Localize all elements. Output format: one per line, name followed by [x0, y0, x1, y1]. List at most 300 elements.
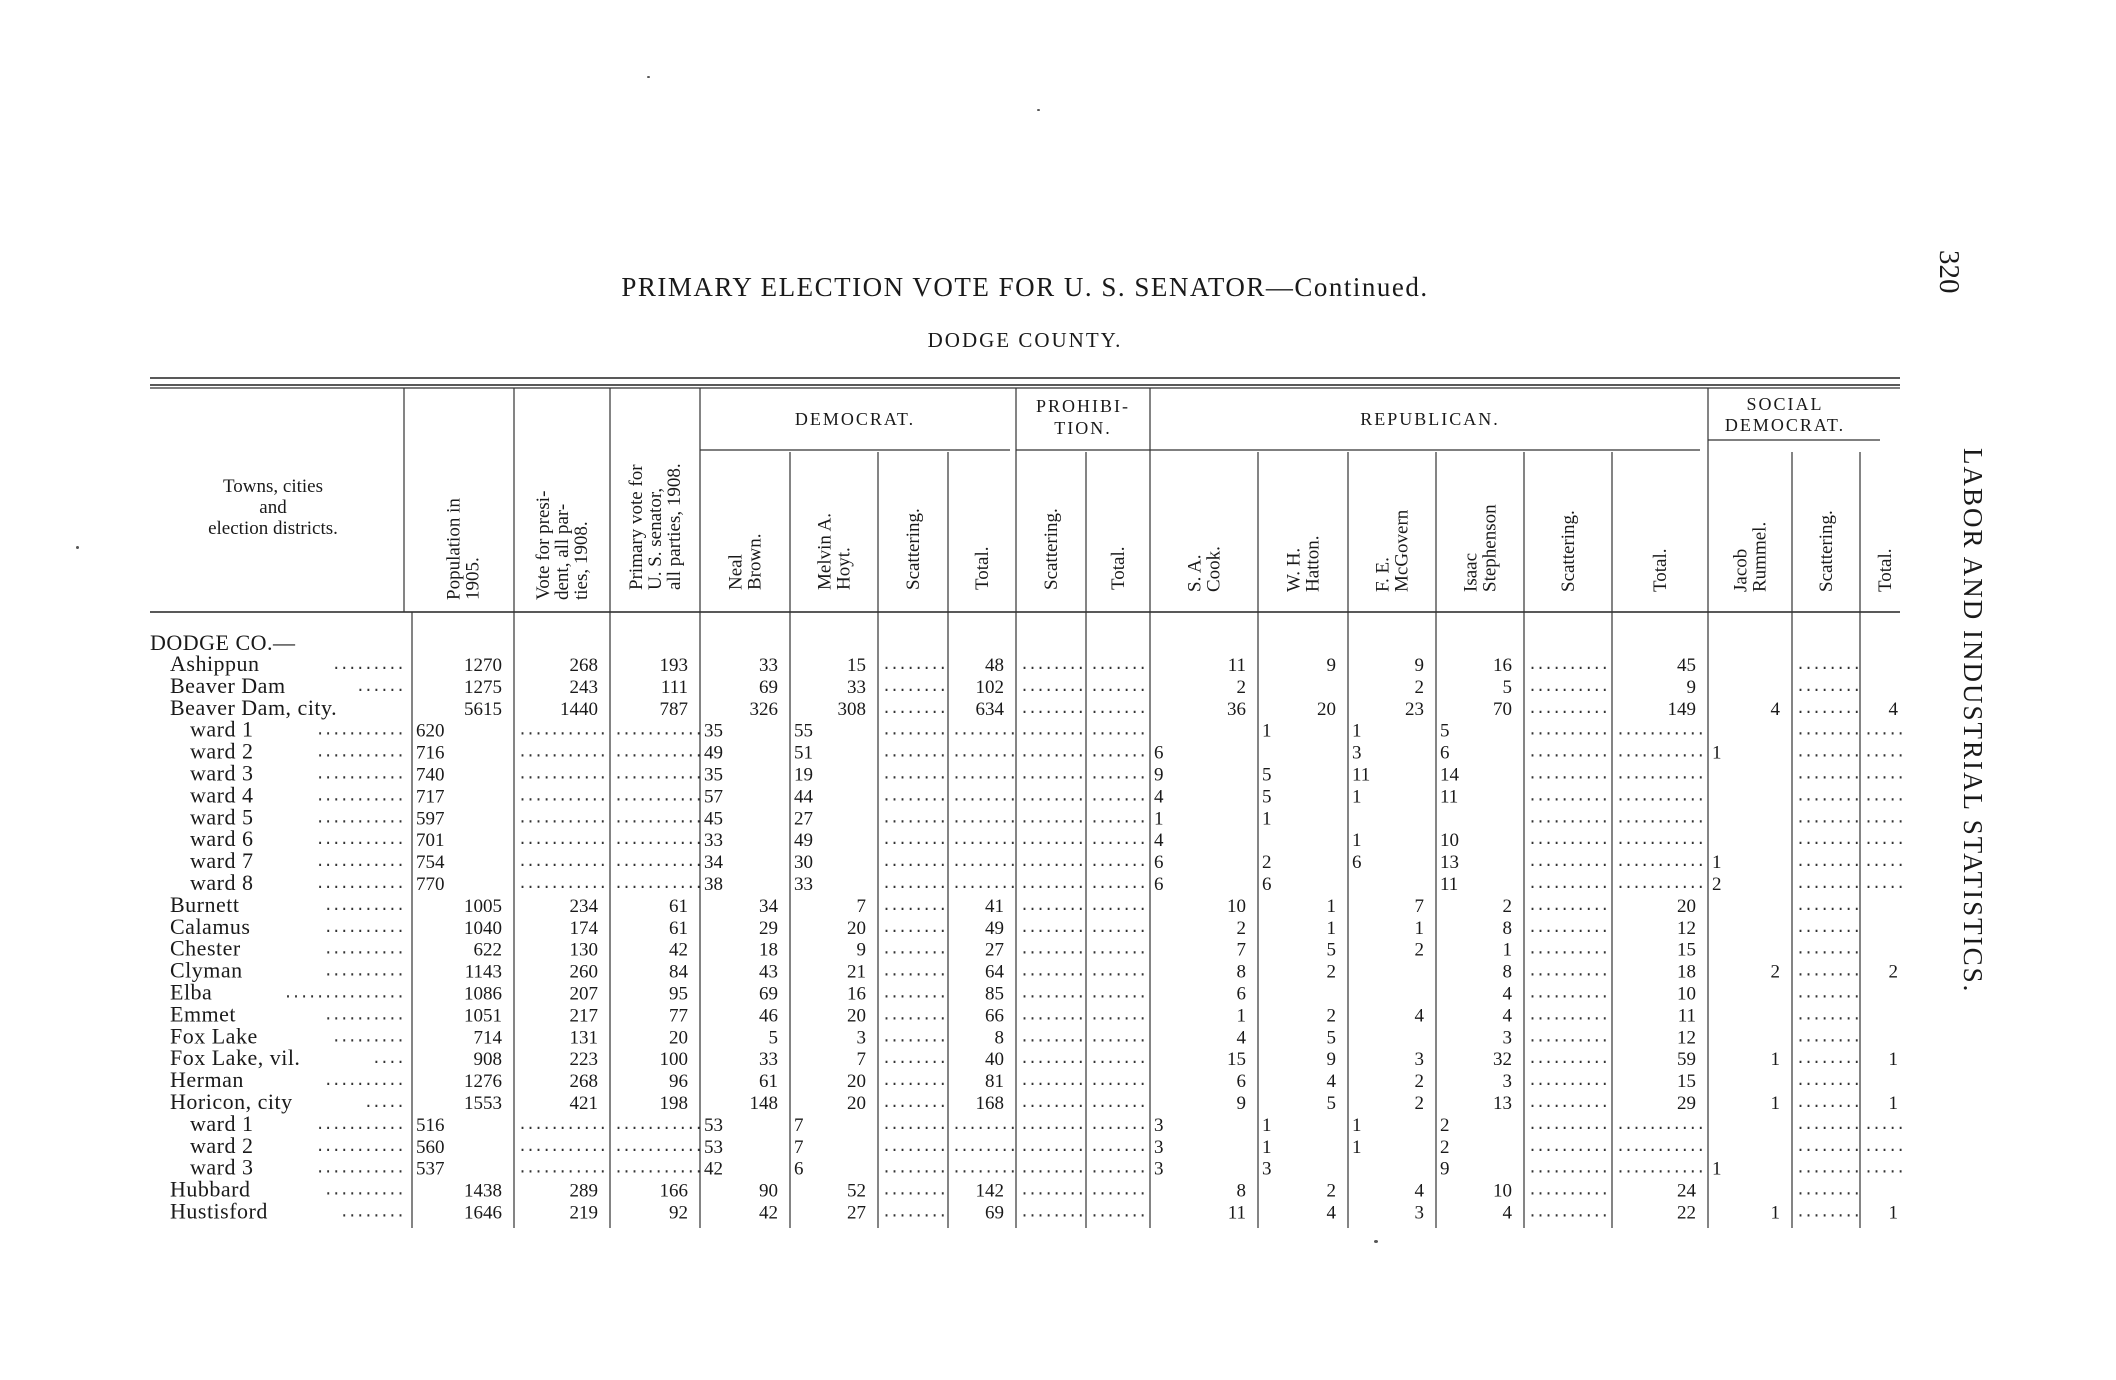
cell-value: 15 [1677, 1071, 1696, 1093]
leader-dots: ..... [363, 1093, 404, 1111]
cell-value: 4 [1502, 1005, 1512, 1027]
cell-value: 53 [704, 1114, 723, 1136]
cell-value: 1440 [560, 698, 598, 720]
cell-value: 3 [1414, 1202, 1424, 1224]
district-name: Ashippun [170, 651, 260, 676]
cell-value: 1 [1888, 1049, 1898, 1071]
cell-value: 4 [1502, 1202, 1512, 1224]
cell-value: 174 [569, 917, 598, 939]
empty-cell-dots: ........... [518, 764, 607, 783]
empty-cell-dots: ........ [1020, 1049, 1085, 1068]
cell-value: 15 [1227, 1049, 1246, 1071]
cell-value: 7 [1236, 939, 1246, 961]
cell-value: 43 [759, 961, 778, 983]
cell-value: 6 [794, 1158, 804, 1180]
empty-cell-dots: ........ [952, 1158, 1017, 1177]
prohibition-group-header: TION. [1054, 418, 1112, 438]
cell-value: 3 [1352, 742, 1362, 764]
empty-cell-dots: .......... [1528, 1180, 1609, 1199]
empty-cell-dots: ..... [1864, 808, 1905, 827]
cell-value: 326 [749, 698, 778, 720]
empty-cell-dots: ........ [882, 786, 947, 805]
empty-cell-dots: ........ [882, 1114, 947, 1133]
cell-value: 33 [794, 874, 813, 895]
cell-value: 243 [569, 676, 598, 698]
leader-dots: .......... [323, 1005, 404, 1024]
cell-value: 6 [1154, 742, 1164, 764]
running-head: LABOR AND INDUSTRIAL STATISTICS. [1958, 448, 1988, 994]
cell-value: 9 [1326, 655, 1336, 676]
cell-value: 1 [1262, 1136, 1272, 1158]
empty-cell-dots: ........ [1796, 1158, 1861, 1177]
leader-dots: ........... [315, 830, 404, 849]
cell-value: 20 [847, 1005, 866, 1027]
empty-cell-dots: ....... [1090, 764, 1147, 783]
cell-value: 6 [1262, 874, 1272, 895]
cell-value: 3 [1154, 1136, 1164, 1158]
empty-cell-dots: ....... [1090, 698, 1147, 717]
cell-value: 2 [1440, 1136, 1450, 1158]
empty-cell-dots: ........ [1020, 852, 1085, 871]
empty-cell-dots: .......... [1528, 874, 1609, 892]
leader-dots: ........... [315, 786, 404, 805]
cell-value: 2 [1502, 895, 1512, 917]
district-name: ward 7 [190, 848, 254, 874]
empty-cell-dots: ..... [1864, 1136, 1905, 1155]
leader-dots: ......... [331, 655, 404, 673]
empty-cell-dots: ........ [882, 1180, 947, 1199]
empty-cell-dots: ........ [1020, 676, 1085, 695]
cell-value: 9 [856, 939, 866, 961]
empty-cell-dots: ....... [1090, 1071, 1147, 1090]
empty-cell-dots: ........ [1020, 983, 1085, 1002]
cell-value: 64 [985, 961, 1004, 983]
district-name: Burnett [170, 891, 240, 917]
empty-cell-dots: ........... [518, 742, 607, 761]
empty-cell-dots: ........ [952, 720, 1017, 739]
cell-value: 560 [416, 1136, 445, 1158]
cell-value: 49 [794, 830, 813, 852]
empty-cell-dots: ........ [1796, 983, 1861, 1002]
cell-value: 38 [704, 874, 723, 895]
leader-dots: .......... [323, 1071, 404, 1090]
democrat-group-header: DEMOCRAT. [794, 409, 916, 429]
cell-value: 81 [985, 1071, 1004, 1093]
cell-value: 1276 [464, 1071, 502, 1093]
cell-value: 11 [1677, 1005, 1696, 1027]
cell-value: 7 [856, 895, 866, 917]
cell-value: 714 [473, 1027, 502, 1049]
empty-cell-dots: ........... [518, 720, 607, 739]
cell-value: 21 [847, 961, 866, 983]
empty-cell-dots: ....... [1090, 983, 1147, 1002]
empty-cell-dots: ........ [952, 852, 1017, 871]
empty-cell-dots: ....... [1090, 676, 1147, 695]
cell-value: 1 [1352, 786, 1362, 808]
cell-value: 11 [1227, 655, 1246, 676]
cell-value: 2 [1236, 917, 1246, 939]
cell-value: 7 [856, 1049, 866, 1071]
cell-value: 84 [669, 961, 688, 983]
empty-cell-dots: ....... [1090, 1180, 1147, 1199]
empty-cell-dots: ........ [1020, 742, 1085, 761]
cell-value: 717 [416, 786, 445, 808]
district-name: Herman [170, 1067, 244, 1093]
empty-cell-dots: ....... [1090, 720, 1147, 739]
cell-value: 268 [569, 655, 598, 676]
district-name: Horicon, city [170, 1089, 293, 1114]
empty-cell-dots: ........ [1796, 655, 1861, 673]
district-name: ward 1 [190, 716, 254, 742]
cell-value: 3 [1154, 1158, 1164, 1180]
cell-value: 70 [1493, 698, 1512, 720]
cell-value: 6 [1236, 983, 1246, 1005]
democrat-column-header: Scattering. [903, 508, 924, 590]
empty-cell-dots: ..... [1864, 742, 1905, 761]
cell-value: 92 [669, 1202, 688, 1224]
cell-value: 908 [473, 1049, 502, 1071]
cell-value: 24 [1677, 1180, 1696, 1202]
cell-value: 308 [837, 698, 866, 720]
cell-value: 29 [1677, 1093, 1696, 1114]
empty-cell-dots: ....... [1090, 852, 1147, 871]
cell-value: 45 [704, 808, 723, 830]
cell-value: 4 [1770, 698, 1780, 720]
cell-value: 1 [1326, 917, 1336, 939]
cell-value: 2 [1326, 1180, 1336, 1202]
empty-cell-dots: ........ [1796, 1049, 1861, 1068]
vote-president-header: dent, all par- [552, 503, 573, 600]
prohibition-column-header: Total. [1108, 546, 1129, 590]
cell-value: 1040 [464, 917, 502, 939]
cell-value: 620 [416, 720, 445, 742]
empty-cell-dots: ........ [1020, 1114, 1085, 1133]
cell-value: 1 [1262, 1114, 1272, 1136]
empty-cell-dots: ........ [1796, 852, 1861, 871]
social-democrat-group-header: DEMOCRAT. [1724, 415, 1846, 435]
cell-value: 48 [985, 655, 1004, 676]
cell-value: 770 [416, 874, 445, 895]
cell-value: 30 [794, 852, 813, 874]
cell-value: 6 [1154, 852, 1164, 874]
leader-dots: ........... [315, 852, 404, 871]
empty-cell-dots: ........ [882, 655, 947, 673]
empty-cell-dots: ........ [882, 720, 947, 739]
empty-cell-dots: ....... [1090, 874, 1147, 892]
cell-value: 1 [1352, 720, 1362, 742]
empty-cell-dots: .......... [1528, 1136, 1609, 1155]
empty-cell-dots: ........ [882, 1202, 947, 1221]
democrat-column-header: Neal [725, 554, 747, 590]
cell-value: 1143 [464, 961, 502, 983]
empty-cell-dots: ........... [1616, 1136, 1705, 1155]
empty-cell-dots: .......... [1528, 895, 1609, 914]
empty-cell-dots: ........ [1796, 1071, 1861, 1090]
empty-cell-dots: ........ [1796, 895, 1861, 914]
cell-value: 11 [1352, 764, 1371, 786]
cell-value: 34 [759, 895, 778, 917]
leader-dots: ........... [315, 720, 404, 739]
empty-cell-dots: ........... [614, 720, 703, 739]
cell-value: 9 [1686, 676, 1696, 698]
empty-cell-dots: .......... [1528, 1005, 1609, 1024]
empty-cell-dots: ........ [1796, 1114, 1861, 1133]
social-democrat-column-header: Total. [1875, 548, 1896, 592]
cell-value: 597 [416, 808, 445, 830]
leader-dots: ........... [315, 808, 404, 827]
cell-value: 45 [1677, 655, 1696, 676]
leader-dots: .......... [323, 895, 404, 914]
empty-cell-dots: ........ [952, 1136, 1017, 1155]
cell-value: 166 [659, 1180, 688, 1202]
cell-value: 421 [569, 1093, 598, 1114]
cell-value: 1553 [464, 1093, 502, 1114]
empty-cell-dots: ........ [1796, 939, 1861, 958]
population-header: Population in [443, 498, 465, 600]
cell-value: 622 [473, 939, 502, 961]
empty-cell-dots: .......... [1528, 830, 1609, 849]
empty-cell-dots: ........ [882, 676, 947, 695]
cell-value: 23 [1405, 698, 1424, 720]
cell-value: 289 [569, 1180, 598, 1202]
cell-value: 1 [1770, 1202, 1780, 1224]
primary-vote-header: all parties, 1908. [664, 463, 685, 590]
district-name: Beaver Dam [170, 672, 286, 698]
empty-cell-dots: ........... [1616, 720, 1705, 739]
cell-value: 90 [759, 1180, 778, 1202]
cell-value: 2 [1326, 1005, 1336, 1027]
empty-cell-dots: .......... [1528, 983, 1609, 1002]
cell-value: 12 [1677, 917, 1696, 939]
republican-column-header: W. H. [1283, 547, 1305, 592]
cell-value: 1646 [464, 1202, 502, 1224]
empty-cell-dots: ........ [1796, 786, 1861, 805]
district-name: ward 1 [190, 1110, 254, 1136]
cell-value: 4 [1414, 1005, 1424, 1027]
empty-cell-dots: .......... [1528, 1093, 1609, 1111]
empty-cell-dots: ........ [1020, 764, 1085, 783]
empty-cell-dots: ........ [1020, 720, 1085, 739]
cell-value: 260 [569, 961, 598, 983]
primary-vote-header: U. S. senator, [645, 487, 666, 590]
empty-cell-dots: ........ [882, 1049, 947, 1068]
cell-value: 1 [1712, 1158, 1722, 1180]
empty-cell-dots: ....... [1090, 808, 1147, 827]
cell-value: 46 [759, 1005, 778, 1027]
empty-cell-dots: ........ [882, 1158, 947, 1177]
cell-value: 3 [1414, 1049, 1424, 1071]
empty-cell-dots: ....... [1090, 939, 1147, 958]
cell-value: 9 [1440, 1158, 1450, 1180]
empty-cell-dots: ........ [1020, 1093, 1085, 1111]
empty-cell-dots: ..... [1864, 1114, 1905, 1133]
cell-value: 16 [1493, 655, 1512, 676]
cell-value: 1 [1154, 808, 1164, 830]
cell-value: 740 [416, 764, 445, 786]
cell-value: 11 [1440, 786, 1459, 808]
empty-cell-dots: .......... [1528, 786, 1609, 805]
cell-value: 537 [416, 1158, 445, 1180]
page-number: 320 [1933, 250, 1965, 294]
empty-cell-dots: ........... [518, 874, 607, 892]
cell-value: 111 [660, 676, 688, 698]
district-name: ward 8 [190, 870, 254, 895]
empty-cell-dots: ....... [1090, 742, 1147, 761]
cell-value: 7 [1414, 895, 1424, 917]
social-democrat-column-header: Jacob [1730, 548, 1752, 592]
democrat-column-header: Hoyt. [833, 547, 855, 590]
empty-cell-dots: ........ [1020, 1202, 1085, 1221]
empty-cell-dots: ........ [882, 1093, 947, 1111]
empty-cell-dots: ........... [1616, 830, 1705, 849]
social-democrat-column-header: Scattering. [1816, 510, 1837, 592]
empty-cell-dots: ........... [1616, 1158, 1705, 1177]
cell-value: 19 [794, 764, 813, 786]
cell-value: 59 [1677, 1049, 1696, 1071]
empty-cell-dots: .......... [1528, 698, 1609, 717]
cell-value: 754 [416, 852, 445, 874]
cell-value: 18 [759, 939, 778, 961]
district-name: ward 3 [190, 1154, 254, 1180]
cell-value: 1 [1352, 830, 1362, 852]
empty-cell-dots: ........ [952, 786, 1017, 805]
cell-value: 13 [1440, 852, 1459, 874]
leader-dots: ........ [339, 1202, 404, 1221]
cell-value: 217 [569, 1005, 598, 1027]
cell-value: 3 [1502, 1071, 1512, 1093]
cell-value: 1 [1414, 917, 1424, 939]
empty-cell-dots: ..... [1864, 720, 1905, 739]
cell-value: 1051 [464, 1005, 502, 1027]
cell-value: 10 [1677, 983, 1696, 1005]
cell-value: 52 [847, 1180, 866, 1202]
empty-cell-dots: ........ [882, 742, 947, 761]
cell-value: 1 [1888, 1093, 1898, 1114]
cell-value: 7 [794, 1114, 804, 1136]
cell-value: 9 [1326, 1049, 1336, 1071]
empty-cell-dots: ........ [882, 939, 947, 958]
cell-value: 716 [416, 742, 445, 764]
cell-value: 234 [569, 895, 598, 917]
empty-cell-dots: ........... [518, 1114, 607, 1133]
cell-value: 69 [985, 1202, 1004, 1224]
cell-value: 33 [759, 1049, 778, 1071]
district-name: Calamus [170, 913, 251, 939]
empty-cell-dots: ........ [952, 830, 1017, 849]
empty-cell-dots: .......... [1528, 852, 1609, 871]
stub-header-text: Towns, cities [223, 476, 323, 497]
cell-value: 149 [1667, 698, 1696, 720]
empty-cell-dots: ........ [1020, 808, 1085, 827]
leader-dots: ........... [315, 1158, 404, 1177]
cell-value: 49 [985, 917, 1004, 939]
cell-value: 2 [1262, 852, 1272, 874]
empty-cell-dots: ........ [1020, 895, 1085, 914]
cell-value: 198 [659, 1093, 688, 1114]
cell-value: 5 [1326, 1027, 1336, 1049]
cell-value: 22 [1677, 1202, 1696, 1224]
district-name: Emmet [170, 1001, 237, 1027]
cell-value: 9 [1414, 655, 1424, 676]
cell-value: 634 [975, 698, 1004, 720]
cell-value: 701 [416, 830, 445, 852]
empty-cell-dots: ........ [882, 961, 947, 980]
republican-column-header: Cook. [1203, 546, 1225, 592]
empty-cell-dots: ........ [1020, 961, 1085, 980]
cell-value: 3 [1502, 1027, 1512, 1049]
cell-value: 44 [794, 786, 813, 808]
empty-cell-dots: ........ [1796, 1202, 1861, 1221]
cell-value: 32 [1493, 1049, 1512, 1071]
empty-cell-dots: ........... [614, 852, 703, 871]
cell-value: 6 [1154, 874, 1164, 895]
social-democrat-group-header: SOCIAL [1746, 394, 1824, 414]
empty-cell-dots: ........ [1796, 698, 1861, 717]
empty-cell-dots: ....... [1090, 1005, 1147, 1024]
cell-value: 2 [1236, 676, 1246, 698]
district-name: ward 5 [190, 804, 254, 830]
cell-value: 85 [985, 983, 1004, 1005]
cell-value: 102 [975, 676, 1004, 698]
empty-cell-dots: ........ [1796, 764, 1861, 783]
empty-cell-dots: ........ [1796, 742, 1861, 761]
empty-cell-dots: ........ [1020, 1071, 1085, 1090]
cell-value: 42 [669, 939, 688, 961]
stub-header-text: and [259, 497, 287, 518]
cell-value: 27 [847, 1202, 866, 1224]
cell-value: 2 [1414, 939, 1424, 961]
empty-cell-dots: ........... [518, 1158, 607, 1177]
district-name: ward 3 [190, 760, 254, 786]
cell-value: 4 [1888, 698, 1898, 720]
cell-value: 15 [847, 655, 866, 676]
vote-president-header: Vote for presi- [533, 490, 554, 600]
cell-value: 33 [704, 830, 723, 852]
cell-value: 1 [1712, 852, 1722, 874]
page-title: PRIMARY ELECTION VOTE FOR U. S. SENATOR—Continued. [621, 272, 1429, 302]
leader-dots: ........... [315, 742, 404, 761]
empty-cell-dots: ........ [1020, 655, 1085, 673]
cell-value: 20 [847, 1093, 866, 1114]
empty-cell-dots: ........ [952, 742, 1017, 761]
empty-cell-dots: ....... [1090, 1202, 1147, 1221]
empty-cell-dots: .......... [1528, 1202, 1609, 1221]
empty-cell-dots: ........... [518, 786, 607, 805]
empty-cell-dots: ........... [614, 1158, 703, 1177]
republican-column-header: Stephenson [1479, 504, 1501, 592]
empty-cell-dots: ..... [1864, 764, 1905, 783]
empty-cell-dots: ....... [1090, 1114, 1147, 1133]
cell-value: 9 [1154, 764, 1164, 786]
cell-value: 3 [1262, 1158, 1272, 1180]
democrat-column-header: Melvin A. [814, 512, 836, 590]
empty-cell-dots: ........... [518, 852, 607, 871]
empty-cell-dots: ........ [1020, 1005, 1085, 1024]
cell-value: 66 [985, 1005, 1004, 1027]
cell-value: 168 [975, 1093, 1004, 1114]
cell-value: 8 [994, 1027, 1004, 1049]
cell-value: 15 [1677, 939, 1696, 961]
empty-cell-dots: ....... [1090, 655, 1147, 673]
cell-value: 4 [1154, 830, 1164, 852]
cell-value: 6 [1236, 1071, 1246, 1093]
cell-value: 1438 [464, 1180, 502, 1202]
leader-dots: ........... [315, 874, 404, 892]
cell-value: 9 [1236, 1093, 1246, 1114]
republican-column-header: S. A. [1184, 554, 1206, 592]
empty-cell-dots: ........ [1020, 1180, 1085, 1199]
district-name: ward 4 [190, 782, 254, 808]
